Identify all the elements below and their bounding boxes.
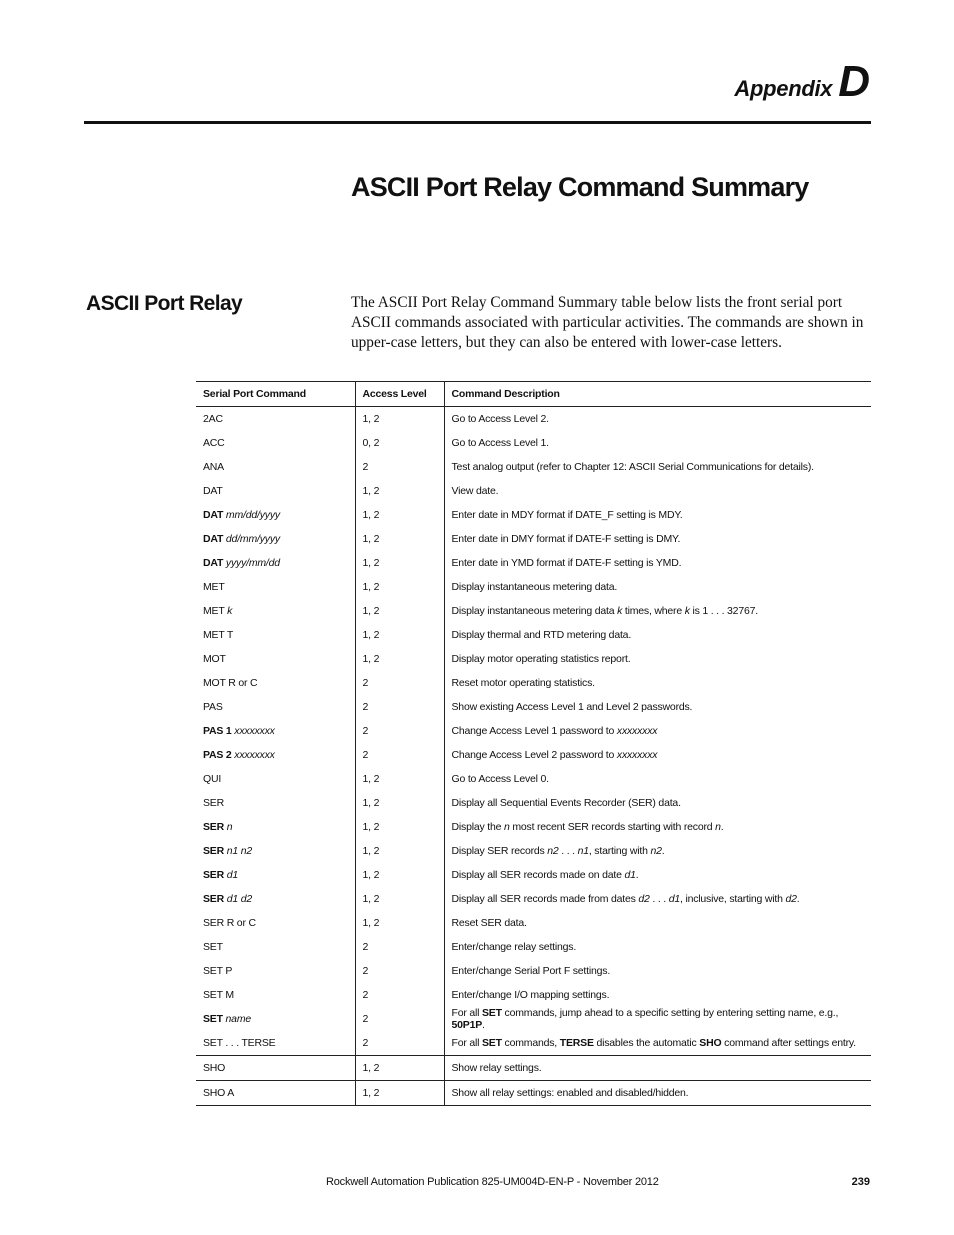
description-fragment: d2 (785, 893, 797, 905)
description-fragment: . (720, 821, 724, 833)
command-bold: SET (203, 1013, 223, 1025)
command-bold: DAT (203, 509, 224, 521)
description-cell: Enter date in MDY format if DATE_F setting is MDY. (451, 509, 683, 521)
description-fragment: most recent SER records starting with record (509, 821, 716, 833)
column-header-command: Serial Port Command (196, 382, 355, 407)
command-text: SET (203, 941, 223, 953)
header-rule (84, 121, 871, 124)
description-fragment: n (715, 821, 721, 833)
description-fragment: n2 (650, 845, 662, 857)
table-row (196, 1031, 871, 1056)
table-row (196, 503, 871, 527)
description-fragment: . . . (558, 845, 578, 857)
command-cell (196, 695, 355, 719)
description-cell: Show relay settings. (444, 1056, 871, 1081)
command-cell (196, 551, 355, 575)
description-cell: Enter/change relay settings. (451, 941, 577, 953)
command-bold: SER (203, 845, 224, 857)
command-text: SER R or C (203, 917, 256, 929)
command-param: n (226, 821, 233, 833)
table-row (196, 455, 871, 479)
table-row (196, 959, 871, 983)
access-level-cell: 1, 2 (355, 407, 444, 432)
command-cell (196, 647, 355, 671)
command-summary-table (196, 381, 871, 1106)
description-fragment: For all (451, 1037, 482, 1049)
description-fragment: d2 (638, 893, 650, 905)
access-level-cell: 2 (355, 1007, 444, 1031)
command-cell (196, 527, 355, 551)
section-title: ASCII Port Relay (86, 292, 243, 315)
table-row (196, 863, 871, 887)
access-level-cell: 1, 2 (355, 599, 444, 623)
command-cell (196, 575, 355, 599)
access-level-cell: 0, 2 (355, 431, 444, 455)
access-level-cell: 1, 2 (355, 503, 444, 527)
description-fragment: . (635, 869, 639, 881)
description-cell (444, 719, 871, 743)
description-cell (444, 863, 871, 887)
description-cell (444, 815, 871, 839)
command-cell (196, 671, 355, 695)
table-row (196, 623, 871, 647)
command-param: yyyy/mm/dd (225, 557, 280, 569)
description-fragment: commands, jump ahead to a specific setting by entering setting name, e.g., (501, 1007, 839, 1019)
description-cell: Enter/change Serial Port F settings. (451, 965, 611, 977)
command-bold: PAS 2 (203, 749, 232, 761)
table-row (196, 911, 871, 935)
command-cell (196, 479, 355, 503)
command-cell (196, 1056, 355, 1081)
command-text: SER (203, 797, 224, 809)
access-level-cell: 1, 2 (355, 863, 444, 887)
access-level-cell: 1, 2 (355, 767, 444, 791)
description-cell (444, 887, 871, 911)
command-cell (196, 623, 355, 647)
table-row (196, 791, 871, 815)
command-cell (196, 815, 355, 839)
command-cell (196, 839, 355, 863)
description-fragment: xxxxxxxx (616, 749, 658, 761)
command-cell (196, 1007, 355, 1031)
table-row (196, 767, 871, 791)
intro-paragraph: The ASCII Port Relay Command Summary table below lists the front serial port ASCII commands associated with particular activities. The commands are shown in upper-case letters, but they can also be entered with lower-case letters. (351, 294, 864, 351)
description-cell (444, 743, 871, 767)
description-fragment: commands, (501, 1037, 560, 1049)
description-fragment: Display instantaneous metering data (451, 605, 618, 617)
description-cell: Test analog output (refer to Chapter 12: ASCII Serial Communications for details). (451, 461, 814, 473)
description-fragment: TERSE (559, 1037, 594, 1049)
description-fragment: SET (482, 1037, 502, 1049)
access-level-cell: 1, 2 (355, 551, 444, 575)
table-row (196, 671, 871, 695)
table-row (196, 551, 871, 575)
description-cell: Go to Access Level 2. (451, 413, 549, 425)
access-level-cell: 1, 2 (355, 839, 444, 863)
access-level-cell: 2 (355, 959, 444, 983)
table-row (196, 839, 871, 863)
command-cell (196, 767, 355, 791)
command-text: ACC (203, 437, 225, 449)
access-level-cell: 1, 2 (355, 815, 444, 839)
command-text: 2AC (203, 413, 223, 425)
description-cell: Show all relay settings: enabled and disabled/hidden. (444, 1081, 871, 1106)
table-row (196, 719, 871, 743)
command-cell (196, 407, 355, 432)
command-text: QUI (203, 773, 222, 785)
table-header-row (196, 382, 871, 407)
command-text: SET M (203, 989, 234, 1001)
table-row (196, 407, 871, 432)
description-cell (444, 1031, 871, 1056)
table-row (196, 887, 871, 911)
description-fragment: n2 (547, 845, 559, 857)
command-cell (196, 1031, 355, 1056)
command-text: MOT (203, 653, 226, 665)
table-row (196, 647, 871, 671)
description-cell: Enter/change I/O mapping settings. (451, 989, 610, 1001)
description-cell (444, 599, 871, 623)
table-row (196, 743, 871, 767)
table-row (196, 1056, 871, 1081)
description-fragment: Display all SER records made on date (451, 869, 625, 881)
command-text: MET T (203, 629, 234, 641)
access-level-cell: 2 (355, 1031, 444, 1056)
description-fragment: Display the (451, 821, 504, 833)
command-text: ANA (203, 461, 224, 473)
command-param: name (225, 1013, 252, 1025)
command-cell (196, 743, 355, 767)
command-text: PAS (203, 701, 223, 713)
column-header-description: Command Description (444, 382, 871, 407)
command-param: d1 (226, 869, 238, 881)
command-cell (196, 791, 355, 815)
table-row (196, 575, 871, 599)
appendix-word: Appendix (734, 76, 833, 101)
description-fragment: . (482, 1019, 485, 1031)
command-bold: DAT (203, 557, 224, 569)
command-text: MET (203, 581, 225, 593)
description-fragment: n1 (577, 845, 589, 857)
command-bold: SER (203, 821, 224, 833)
table-row (196, 1081, 871, 1106)
description-cell: Reset SER data. (451, 917, 527, 929)
table-row (196, 935, 871, 959)
description-cell: Display instantaneous metering data. (451, 581, 618, 593)
command-cell (196, 455, 355, 479)
command-cell (196, 719, 355, 743)
access-level-cell: 2 (355, 743, 444, 767)
description-fragment: n (503, 821, 510, 833)
table-row (196, 695, 871, 719)
access-level-cell: 1, 2 (355, 911, 444, 935)
description-fragment: SET (482, 1007, 502, 1019)
description-fragment: d1 (624, 869, 636, 881)
table-row (196, 527, 871, 551)
access-level-cell: 2 (355, 671, 444, 695)
access-level-cell: 1, 2 (355, 527, 444, 551)
description-fragment: disables the automatic (593, 1037, 700, 1049)
command-cell (196, 887, 355, 911)
command-bold: PAS 1 (203, 725, 232, 737)
command-text: SHO A (203, 1087, 235, 1099)
table-row (196, 479, 871, 503)
description-cell (444, 1007, 871, 1031)
command-param: n1 n2 (226, 845, 252, 857)
column-header-access-level: Access Level (355, 382, 444, 407)
access-level-cell: 1, 2 (355, 647, 444, 671)
access-level-cell: 2 (355, 719, 444, 743)
command-bold: SER (203, 893, 224, 905)
command-cell (196, 503, 355, 527)
description-fragment: Change Access Level 2 password to (451, 749, 617, 761)
command-cell (196, 959, 355, 983)
description-cell (444, 839, 871, 863)
chapter-title: ASCII Port Relay Command Summary (351, 172, 809, 202)
description-fragment: , inclusive, starting with (680, 893, 786, 905)
command-bold: DAT (203, 533, 224, 545)
description-cell: Enter date in DMY format if DATE-F setting is DMY. (451, 533, 681, 545)
description-cell: View date. (451, 485, 499, 497)
access-level-cell: 2 (355, 935, 444, 959)
access-level-cell: 2 (355, 983, 444, 1007)
access-level-cell: 2 (355, 455, 444, 479)
description-fragment: . (796, 893, 800, 905)
table-row (196, 599, 871, 623)
description-fragment: xxxxxxxx (616, 725, 658, 737)
footer-publication: Rockwell Automation Publication 825-UM004D-EN-P - November 2012 (326, 1176, 659, 1188)
access-level-cell: 1, 2 (355, 623, 444, 647)
command-text: MET (203, 605, 228, 617)
description-fragment: k (617, 605, 623, 617)
command-text: SHO (203, 1062, 226, 1074)
description-cell: Go to Access Level 0. (451, 773, 549, 785)
command-cell (196, 1081, 355, 1106)
command-param: k (227, 605, 233, 617)
description-cell: Go to Access Level 1. (451, 437, 549, 449)
description-cell: Show existing Access Level 1 and Level 2 passwords. (451, 701, 693, 713)
command-param: xxxxxxxx (234, 725, 275, 737)
appendix-label (734, 57, 870, 106)
description-cell: Display all Sequential Events Recorder (SER) data. (451, 797, 681, 809)
table-row (196, 1007, 871, 1031)
table-row (196, 815, 871, 839)
description-cell: Display thermal and RTD metering data. (451, 629, 632, 641)
description-fragment: k (684, 605, 690, 617)
command-param: dd/mm/yyyy (225, 533, 280, 545)
access-level-cell: 2 (355, 695, 444, 719)
access-level-cell: 1, 2 (355, 791, 444, 815)
access-level-cell: 1, 2 (355, 575, 444, 599)
page-number: 239 (851, 1176, 870, 1188)
command-cell (196, 431, 355, 455)
description-fragment: , starting with (588, 845, 651, 857)
command-param: xxxxxxxx (234, 749, 275, 761)
command-param: d1 d2 (226, 893, 252, 905)
command-text: SET . . . TERSE (203, 1037, 276, 1049)
access-level-cell: 1, 2 (355, 479, 444, 503)
command-param: mm/dd/yyyy (225, 509, 280, 521)
command-cell (196, 863, 355, 887)
command-cell (196, 983, 355, 1007)
command-text: SET P (203, 965, 233, 977)
description-fragment: 50P1P (451, 1019, 483, 1031)
description-fragment: For all (451, 1007, 482, 1019)
description-fragment: . . . (649, 893, 669, 905)
description-fragment: command after settings entry. (721, 1037, 856, 1049)
command-text: DAT (203, 485, 223, 497)
command-cell (196, 935, 355, 959)
description-fragment: is 1 . . . 32767. (689, 605, 758, 617)
command-bold: SER (203, 869, 224, 881)
appendix-letter: D (838, 57, 870, 106)
description-fragment: SHO (699, 1037, 722, 1049)
command-cell (196, 599, 355, 623)
description-cell: Reset motor operating statistics. (451, 677, 595, 689)
description-fragment: Change Access Level 1 password to (451, 725, 617, 737)
access-level-cell: 1, 2 (355, 1081, 444, 1106)
description-fragment: d1 (668, 893, 681, 905)
description-fragment: Display SER records (451, 845, 548, 857)
command-cell (196, 911, 355, 935)
access-level-cell: 1, 2 (355, 887, 444, 911)
description-cell: Enter date in YMD format if DATE-F setting is YMD. (451, 557, 682, 569)
table-row (196, 983, 871, 1007)
access-level-cell: 1, 2 (355, 1056, 444, 1081)
description-fragment: . (661, 845, 665, 857)
description-fragment: Display all SER records made from dates (451, 893, 639, 905)
description-cell: Display motor operating statistics report. (451, 653, 631, 665)
table-row (196, 431, 871, 455)
command-text: MOT R or C (203, 677, 258, 689)
description-fragment: times, where (622, 605, 685, 617)
